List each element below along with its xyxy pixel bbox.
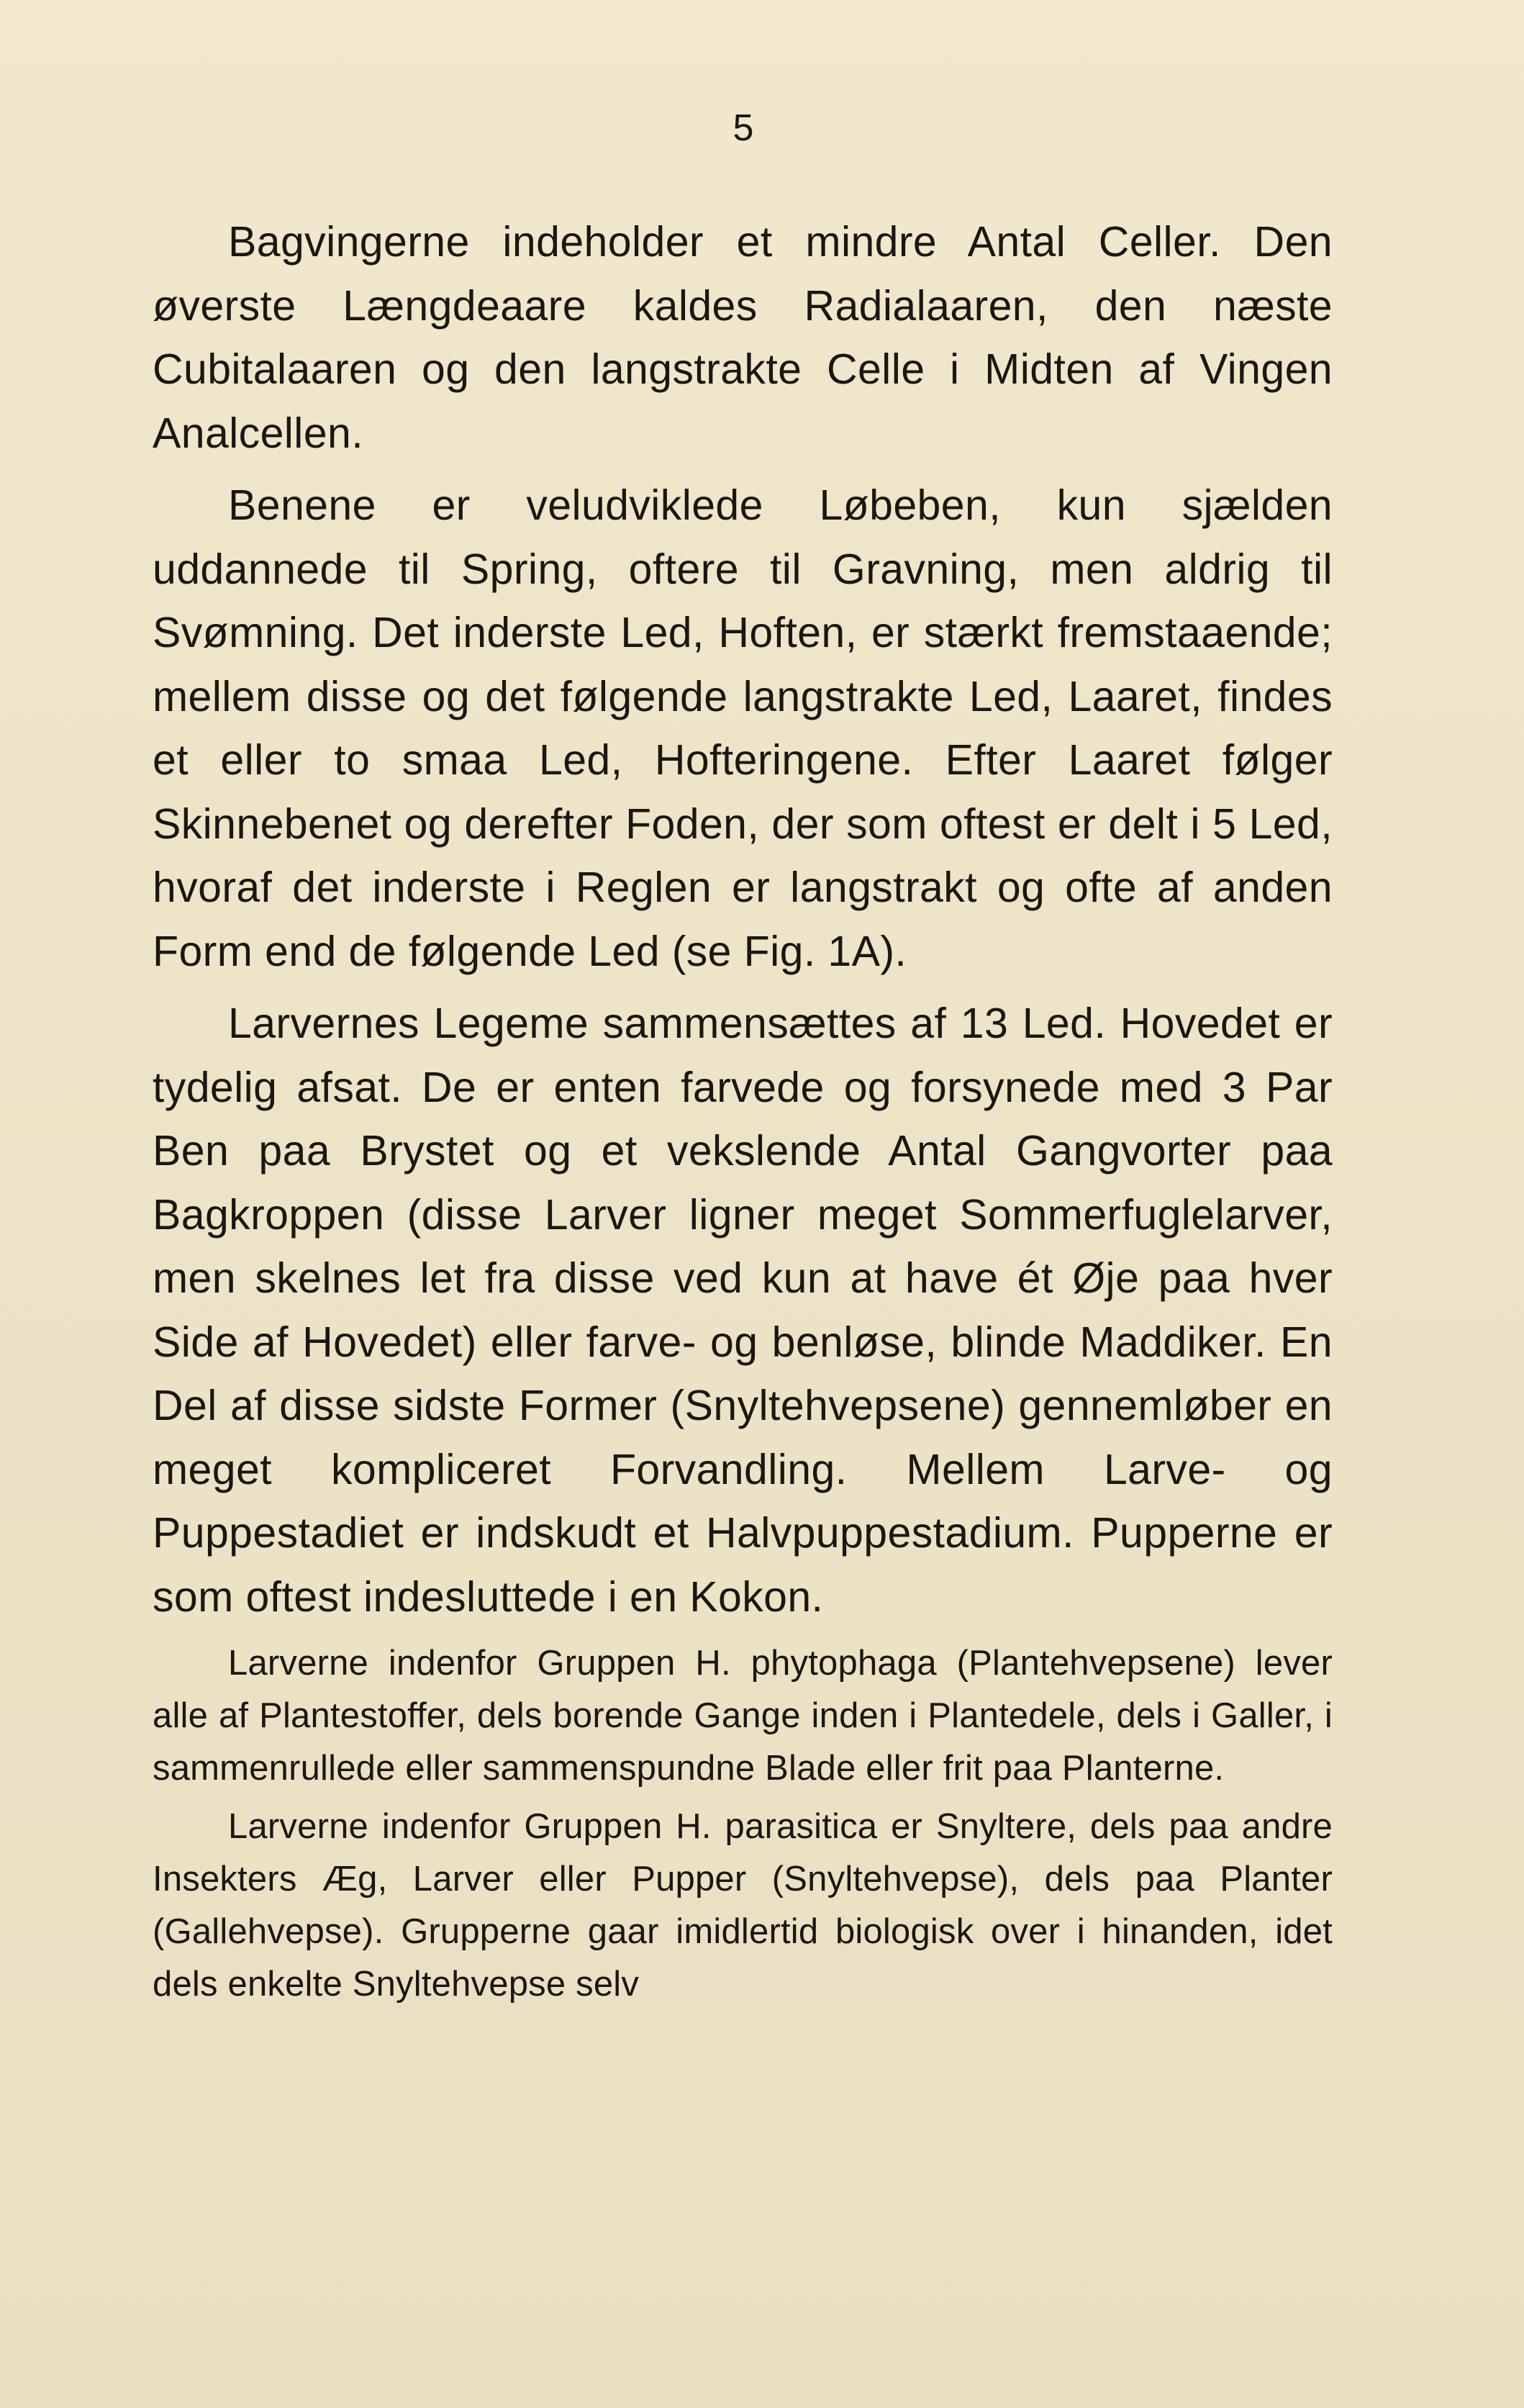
page-number: 5: [732, 107, 754, 149]
paragraph-larvae: Larvernes Legeme sammensættes af 13 Led. Hovedet er tydelig afsat. De er enten farvede og forsynede med 3 Par Ben paa Brystet og et vekslende Antal Gangvorter paa Bagkroppen (disse Larver ligner meget Sommerfuglelarver, men skelnes let fra disse ved kun at have ét Øje paa hver Side af Hovedet) eller farve- og benløse, blinde Maddiker. En Del af disse sidste Former (Snyltehvepsene) gennemløber en meget kompliceret Forvandling. Mellem Larve- og Puppestadiet er indskudt et Halvpuppestadium. Pupperne er som oftest indesluttede i en Kokon.: [153, 1000, 1333, 1621]
paragraph-wings: Bagvingerne indeholder et mindre Antal Celler. Den øverste Længdeaare kaldes Radialaaren, den næste Cubitalaaren og den langstrakte Celle i Midten af Vingen Analcellen.: [153, 218, 1333, 457]
body-text: [153, 210, 1333, 2011]
paragraph-phytophaga: Larverne indenfor Gruppen H. phytophaga (Plantehvepsene) lever alle af Plantestoffer, dels borende Gange inden i Plantedele, dels i Galler, i sammenrullede eller sammenspundne Blade eller frit paa Planterne.: [153, 1644, 1333, 1788]
paragraph-parasitica: Larverne indenfor Gruppen H. parasitica er Snyltere, dels paa andre Insekters Æg, Larver eller Pupper (Snyltehvepse), dels paa Planter (Gallehvepse). Grupperne gaar imidlertid biologisk over i hinanden, idet dels enkelte Snyltehvepse selv: [153, 1807, 1333, 2004]
paragraph-legs: Benene er veludviklede Løbeben, kun sjælden uddannede til Spring, oftere til Gravning, men aldrig til Svømning. Det inderste Led, Hoften, er stærkt fremstaaende; mellem disse og det følgende langstrakte Led, Laaret, findes et eller to smaa Led, Hofteringene. Efter Laaret følger Skinnebenet og derefter Foden, der som oftest er delt i 5 Led, hvoraf det inderste i Reglen er langstrakt og ofte af anden Form end de følgende Led (se Fig. 1A).: [153, 481, 1333, 975]
